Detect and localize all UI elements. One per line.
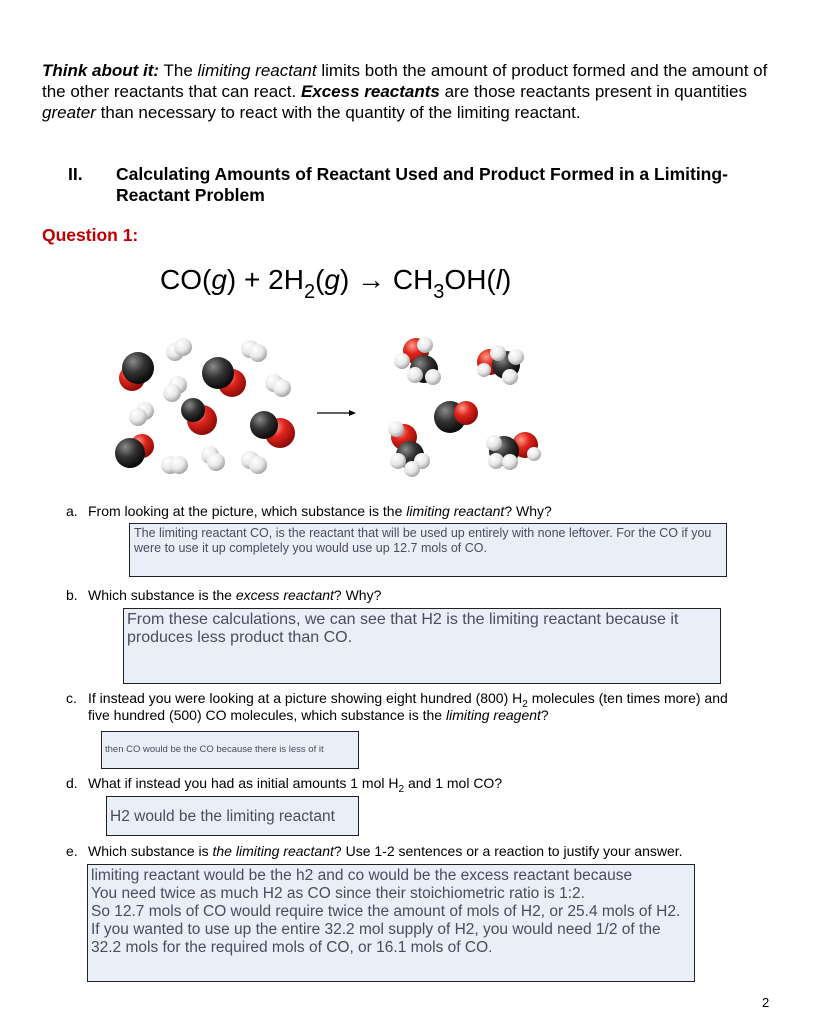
chemical-equation: $CO(g) + 2H_2(g) \to CH_3OH(l)$ (160, 264, 512, 303)
intro-text: limits both the amount of product formed and the amount of the other reactants that can react. (42, 61, 768, 101)
section-title: Calculating Amounts of Reactant Used and Product Formed in a Limiting-Reactant Problem (116, 164, 728, 205)
methanol-molecule (486, 432, 541, 470)
section-number: II. (68, 164, 83, 184)
answer-box-c[interactable]: then CO would be the CO because there is less of it (101, 731, 359, 769)
intro-emphasis: Excess reactants (300, 82, 440, 101)
answer-box-d[interactable]: H2 would be the limiting reactant (106, 796, 359, 836)
co-molecule (115, 434, 154, 468)
page-number: 2 (762, 995, 770, 1010)
h2-molecule (163, 376, 187, 402)
h2-molecule (161, 456, 188, 474)
h2-molecule (201, 446, 225, 471)
intro-text: than necessary to react with the quantity of the limiting reactant. (95, 103, 581, 122)
answer-box-a[interactable]: The limiting reactant CO, is the reactant that will be used up entirely with none leftover. For the CO if you were to use it up completely you would use up 12.7 mols of CO. (129, 523, 727, 577)
methanol-molecule (394, 337, 441, 385)
question-heading: Question 1: (42, 225, 139, 245)
h2-molecule (265, 374, 291, 397)
intro-emphasis: greater (42, 103, 96, 122)
intro-paragraph (42, 60, 782, 123)
methanol-molecule (477, 345, 524, 385)
co-molecule (250, 411, 295, 448)
co-molecule (119, 352, 154, 391)
answer-box-e[interactable] (87, 864, 695, 982)
intro-text: The (159, 61, 198, 80)
h2-molecule (241, 451, 267, 474)
reaction-arrow (317, 410, 356, 416)
co-molecule (181, 398, 217, 435)
intro-lead: Think about it: (42, 61, 160, 80)
answer-box-b[interactable]: From these calculations, we can see that H2 is the limiting reactant because it produces less product than CO. (123, 608, 721, 684)
answer-line: limiting reactant would be the h2 and co would be the excess reactant because (91, 867, 633, 884)
intro-text: are those reactants present in quantities (439, 82, 748, 101)
co-molecule (434, 401, 478, 433)
h2-molecule (241, 340, 267, 362)
h2-molecule (166, 338, 192, 361)
answer-line: So 12.7 mols of CO would require twice the amount of mols of H2, or 25.4 mols of H2. If you wanted to use up the entire 32.2 mol supply of H2, you would need 1/2 of the 32.2 mols for the required mols of CO, or 16.1 mols of CO. (91, 903, 681, 956)
methanol-molecule (388, 421, 430, 477)
molecule-diagram (100, 325, 550, 485)
co-molecule (202, 357, 246, 397)
h2-molecule (129, 402, 154, 426)
answer-line: You need twice as much H2 as CO since their stoichiometric ratio is 1:2. (91, 885, 585, 902)
intro-emphasis: limiting reactant (197, 61, 317, 80)
